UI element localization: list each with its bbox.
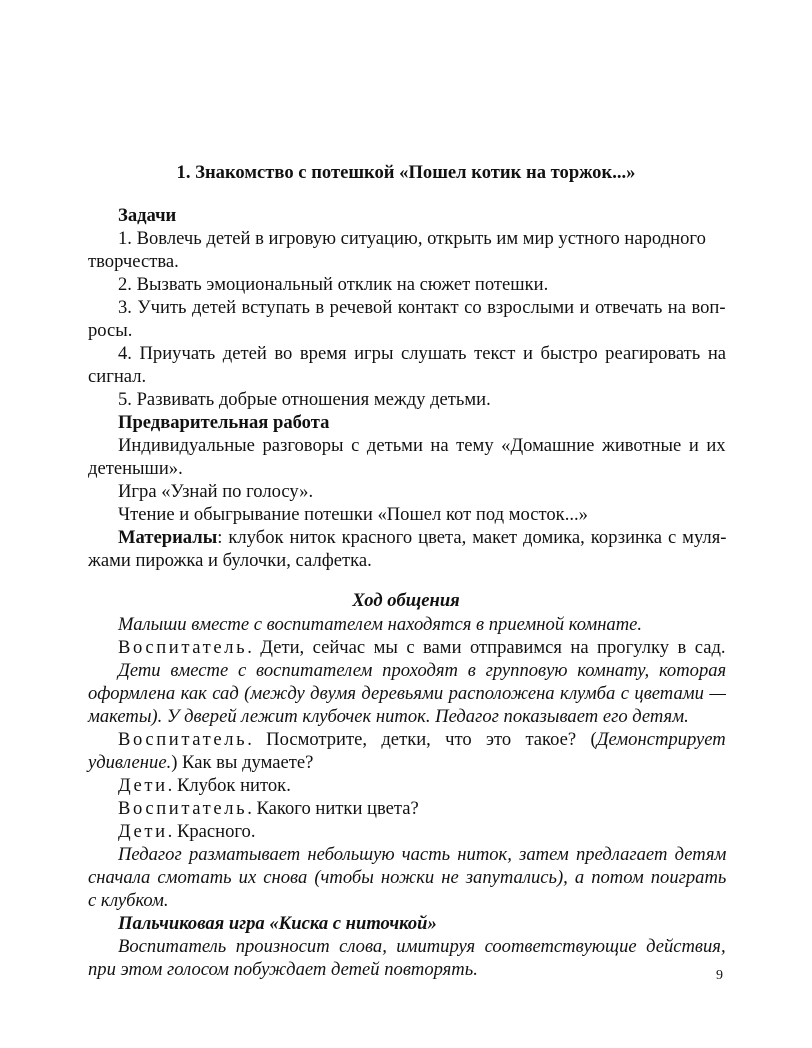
- speaker-teacher: Воспитатель: [118, 798, 248, 819]
- narration-3-line-3: с клубком.: [88, 890, 169, 911]
- prep-3: Чтение и обыгрывание потешки «Пошел кот под мосток...»: [118, 504, 588, 525]
- materials-line-2: жами пирожка и булочки, салфетка.: [88, 550, 372, 571]
- narration-3-line-2: сначала смотать их снова (чтобы ножки не запутались), а потом поиграть: [88, 867, 727, 888]
- dialogue-line-2: Воспитатель. Посмотрите, детки, что это такое? (Демонстрирует: [118, 729, 726, 750]
- speaker-teacher: Воспитатель: [118, 729, 248, 750]
- task-3-line-2: росы.: [88, 320, 133, 341]
- narration-4-line-1: Воспитатель произносит слова, имитируя соответствующие действия,: [118, 936, 726, 957]
- dialogue-line-3: Дети. Клубок ниток.: [118, 775, 291, 796]
- tasks-heading: Задачи: [118, 205, 177, 226]
- narration-3-line-1: Педагог разматывает небольшую часть ниток, затем предлагает детям: [118, 844, 727, 865]
- materials-label: Материалы: [118, 527, 218, 548]
- dialogue-line-5: Дети. Красного.: [118, 821, 256, 842]
- materials-text: : клубок ниток красного цвета, макет домика, корзинка с муля-: [217, 527, 727, 548]
- page-title: 1. Знакомство с потешкой «Пошел котик на торжок...»: [176, 162, 636, 183]
- dialogue-line-1: Воспитатель. Дети, сейчас мы с вами отправимся на прогулку в сад.: [118, 637, 726, 658]
- finger-game-heading: Пальчиковая игра «Киска с ниточкой»: [118, 913, 437, 934]
- dialogue-line-2-cont: удивление.) Как вы думаете?: [88, 752, 314, 773]
- speaker-teacher: Воспитатель: [118, 637, 248, 658]
- task-1-line-1: 1. Вовлечь детей в игровую ситуацию, открыть им мир устного народного: [118, 228, 706, 249]
- narration-2-line-3: макеты). У дверей лежит клубочек ниток. Педагог показывает его детям.: [88, 706, 689, 727]
- prep-heading: Предварительная работа: [118, 412, 330, 433]
- narration-2-line-2: оформлена как сад (между двумя деревьями расположена клумба с цветами —: [88, 683, 726, 704]
- task-2: 2. Вызвать эмоциональный отклик на сюжет потешки.: [118, 274, 549, 295]
- dialogue-line-4: Воспитатель. Какого нитки цвета?: [118, 798, 419, 819]
- course-heading: Ход общения: [352, 590, 460, 611]
- narration-1: Малыши вместе с воспитателем находятся в приемной комнате.: [118, 614, 643, 635]
- materials-line-1: [118, 527, 726, 549]
- speaker-children: Дети: [118, 775, 168, 796]
- task-4-line-1: 4. Приучать детей во время игры слушать текст и быстро реагировать на: [118, 343, 727, 364]
- prep-1-line-2: детеныши».: [88, 458, 183, 479]
- narration-4-line-2: при этом голосом побуждает детей повторять.: [88, 959, 478, 980]
- prep-1-line-1: Индивидуальные разговоры с детьми на тему «Домашние животные и их: [118, 435, 726, 456]
- task-4-line-2: сигнал.: [88, 366, 147, 387]
- narration-2-line-1: Дети вместе с воспитателем проходят в групповую комнату, которая: [118, 660, 727, 681]
- task-5: 5. Развивать добрые отношения между детьми.: [118, 389, 491, 410]
- task-1-line-2: творчества.: [88, 251, 179, 272]
- page-number: 9: [716, 968, 723, 983]
- prep-2: Игра «Узнай по голосу».: [118, 481, 314, 502]
- task-3-line-1: 3. Учить детей вступать в речевой контакт со взрослыми и отвечать на воп-: [118, 297, 726, 318]
- speaker-children: Дети: [118, 821, 168, 842]
